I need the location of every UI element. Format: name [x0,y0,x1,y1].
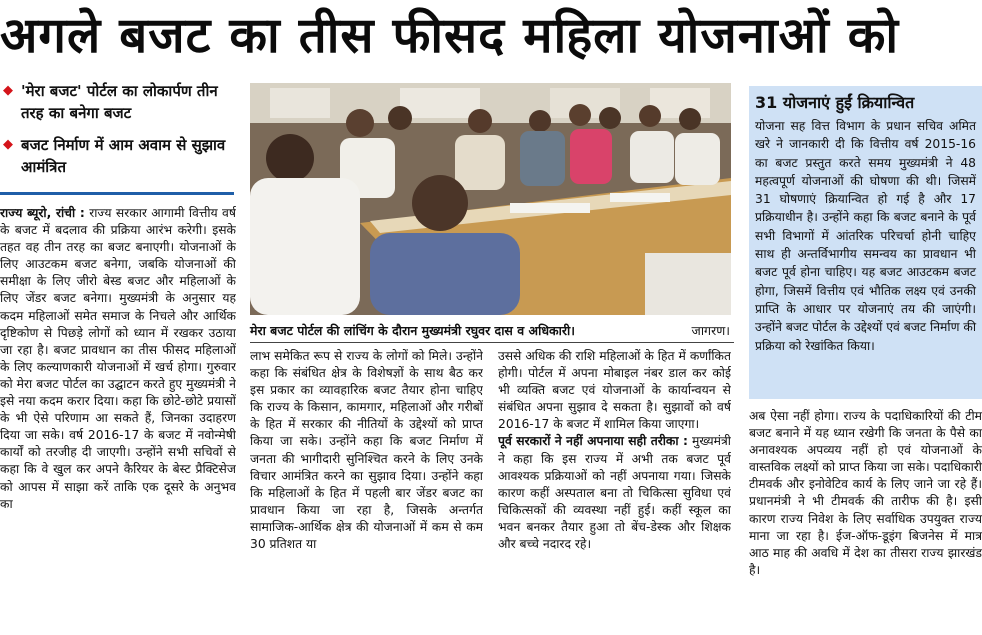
bullet-text: 'मेरा बजट' पोर्टल का लोकार्पण तीन तरह का बनेगा बजट [21,82,218,122]
photo-credit: जागरण। [691,322,730,338]
photo-caption-row [250,318,734,343]
column-2-text: लाभ समेकित रूप से राज्य के लोगों को मिले। उन्होंने कहा कि संबंधित क्षेत्र के विशेषज्ञों के साथ बैठ कर इस प्रकार का व्यावहारिक बजट तैयार होना चाहिए कि राज्य के किसान, कामगार, महिलाओं और गरीबों के हित में सरकार की नीतियों के उद्देश्यों को प्राप्त किया जा सके। उन्होंने कहा कि बजट निर्माण में जनता की भागीदारी सुनिश्चित करने के लिए उनके विचार आमंत्रित करने का सुझाव दिया। उन्होंने कहा कि महिलाओं के हित में पहली बार जेंडर बजट का प्रावधान किया जा रहा है, जिसके अन्तर्गत सामाजिक-आर्थिक क्षेत्र की योजनाओं में कम से कम 30 प्रतिशत या [250,349,483,552]
sidebar-box [749,86,982,399]
article-column-1 [0,205,236,635]
sidebar-title: 31 योजनाएं हुईं क्रियान्वित [755,93,915,112]
bullet-text: बजट निर्माण में आम अवाम से सुझाव आमंत्रित [21,136,226,176]
photo-caption: मेरा बजट पोर्टल की लांचिंग के दौरान मुख्यमंत्री रघुवर दास व अधिकारी। [250,322,575,338]
column-3-subhead: पूर्व सरकारों ने नहीं अपनाया सही तरीका : [498,434,688,449]
article-column-2 [250,348,483,635]
column-3-text-b: मुख्यमंत्री ने कहा कि इस राज्य में अभी तक बजट पूर्व आवश्यक प्रक्रियाओं को नहीं अपनाया गया। जिसके कारण कहीं अस्पताल बना तो चिकित्सा सुविधा एवं चिकित्सकों की व्यवस्था नहीं हुई। कहीं स्कूल का भवन बनकर तैयार हुआ तो बेंच-डेस्क और शिक्षक और बच्चे नदारद रहे। [498,434,731,552]
column-4-text: अब ऐसा नहीं होगा। राज्य के पदाधिकारियों की टीम बजट बनाने में यह ध्यान रखेगी कि जनता के पैसे का अनावश्यक अपव्यय नहीं हो एवं योजनाओं के वास्तविक लक्ष्यों को प्राप्त किया जा सके। पदाधिकारी टीमवर्क और इनोवेटिव कार्य के लिए जाने जा रहे हैं। प्रधानमंत्री ने भी टीमवर्क की तारीफ की है। इसी कारण राज्य निवेश के लिए सर्वाधिक उपयुक्त राज्य माना जा रहा है। ईज-ऑफ-डूइंग बिजनेस में मात्र आठ माह की अवधि में देश का तीसरा राज्य झारखंड है। [749,409,982,577]
bullet-item [0,80,236,124]
column-3-text-a: उससे अधिक की राशि महिलाओं के हित में कर्णांकित होगी। पोर्टल में अपना मोबाइल नंबर डाल कर कोई भी व्यक्ति बजट एवं योजनाओं के कार्यान्वयन से संबंधित अपना सुझाव दे सकता है। सुझावों को वर्ष 2016-17 के बजट में शामिल किया जाएगा। [498,349,731,432]
meeting-photo-illustration [250,83,731,315]
article-column-4 [749,408,982,635]
column-1-text: राज्य सरकार आगामी वित्तीय वर्ष के बजट में बदलाव की प्रक्रिया आरंभ करेगी। इसके तहत वह तीन तरह का बजट बनाएगी। योजनाओं के लिए आउटकम बजट बनेगा, जबकि योजनाओं की समीक्षा के लिए जीरो बेस्ड बजट और महिलाओं के लिए जेंडर बजट बनेगा। मुख्यमंत्री के अनुसार यह कदम महिलाओं समेत समाज के निचले और आर्थिक दृष्टिकोण से पिछड़े लोगों को ध्यान में रखकर उठाया जा रहा है। बजट प्रावधान का तीस फीसद महिलाओं के लिए कल्याणकारी योजनाओं में खर्च होगा। गुरुवार को मेरा बजट पोर्टल का उद्घाटन करते हुए मुख्यमंत्री ने इसे नया कदम करार दिया। कहा कि छोटे-छोटे प्रयासों के भी ऐसे परिणाम आ सकते हैं, जिनका उदाहरण दिया जा सके। वर्ष 2016-17 के बजट में नवोन्मेषी कार्यों को तरजीह दी जाएगी। उन्होंने सभी सचिवों से कहा कि वे खुल कर अपने कैरियर के बेस्ट प्रैक्टिसेज को आपस में साझा करें ताकि एक दूसरे के अनुभव का [0,206,236,511]
diamond-bullet-icon: ◆ [3,137,13,152]
byline: राज्य ब्यूरो, रांची : [0,206,85,220]
bullet-item [0,134,236,178]
section-divider [0,192,234,195]
sidebar-text: योजना सह वित्त विभाग के प्रधान सचिव अमित खरे ने जानकारी दी कि वित्तीय वर्ष 2015-16 का बजट प्रस्तुत करते समय मुख्यमंत्री ने 48 महत्वपूर्ण योजनाओं की घोषणा की थी। जिसमें 31 घोषणाएं क्रियान्वित हो गई है और 17 प्रक्रियाधीन है। उन्होंने कहा कि बजट बनाने के पूर्व सभी विभागों में आंतरिक परिचर्चा होनी चाहिए साथ ही अन्तर्विभागीय समन्वय का प्रावधान भी बजट पूर्व होना चाहिए। यह बजट आउटकम बजट होगा, जिसमें वित्तीय एवं भौतिक लक्ष्य एवं उनकी प्राप्ति के आधार पर योजनाएं तय की जाएंगी। उन्होंने बजट पोर्टल के उद्देश्यों एवं बजट निर्माण की प्रक्रिया को रेखांकित किया। [755,119,976,353]
news-photo [250,83,731,315]
diamond-bullet-icon: ◆ [3,83,13,98]
article-column-3 [498,348,731,635]
summary-bullets [0,80,236,188]
headline: अगले बजट का तीस फीसद महिला योजनाओं को [0,7,900,64]
